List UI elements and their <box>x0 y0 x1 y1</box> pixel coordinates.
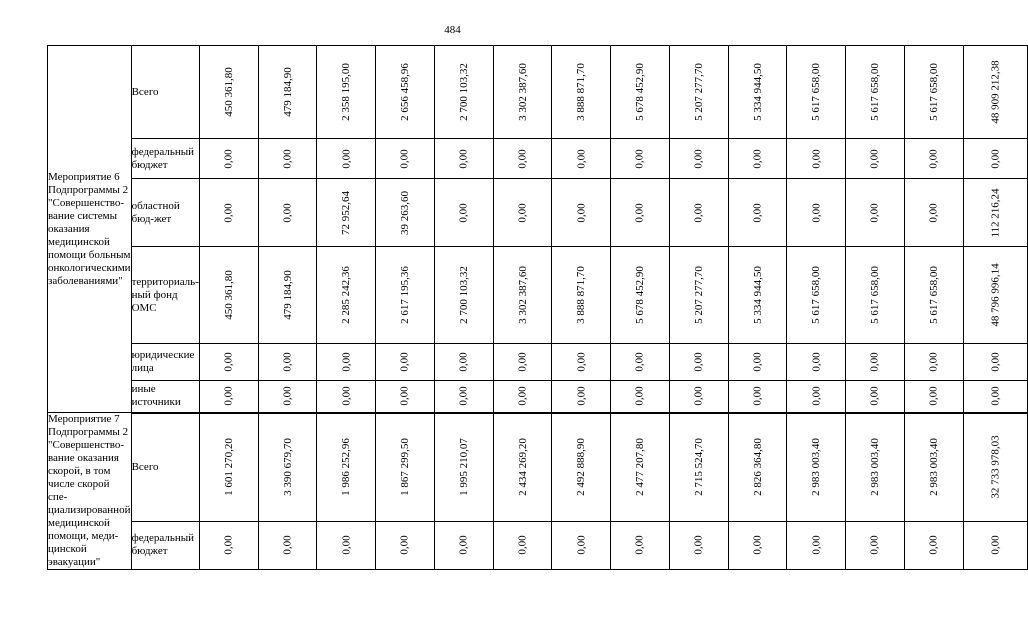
amount-value: 5 617 658,00 <box>868 266 881 324</box>
amount-cell <box>199 179 258 247</box>
amount-cell <box>611 521 670 569</box>
amount-cell <box>846 381 905 413</box>
amount-cell <box>199 247 258 344</box>
amount-value: 0,00 <box>751 352 764 372</box>
amount-cell <box>258 413 317 522</box>
amount-value: 0,00 <box>633 535 646 555</box>
amount-value: 479 184,90 <box>281 270 294 320</box>
amount-value: 0,00 <box>633 386 646 406</box>
table-row <box>48 413 1028 522</box>
funding-source: федеральный бюджет <box>131 139 199 179</box>
amount-cell <box>611 179 670 247</box>
amount-value: 0,00 <box>692 535 705 555</box>
amount-cell <box>493 247 552 344</box>
amount-value: 0,00 <box>340 386 353 406</box>
amount-cell <box>963 179 1027 247</box>
amount-cell <box>669 46 728 139</box>
amount-value: 0,00 <box>516 535 529 555</box>
amount-value: 450 361,80 <box>222 67 235 117</box>
amount-cell <box>611 139 670 179</box>
amount-cell <box>904 521 963 569</box>
amount-cell <box>611 381 670 413</box>
amount-cell <box>846 521 905 569</box>
amount-value: 0,00 <box>281 202 294 223</box>
amount-cell <box>963 413 1027 522</box>
amount-cell <box>317 381 376 413</box>
amount-value: 0,00 <box>457 148 470 169</box>
amount-cell <box>317 139 376 179</box>
amount-value: 5 207 277,70 <box>692 266 705 324</box>
amount-value: 0,00 <box>927 148 940 169</box>
amount-value: 0,00 <box>281 535 294 555</box>
amount-value: 5 334 944,50 <box>751 63 764 121</box>
funding-source: областной бюд-жет <box>131 179 199 247</box>
amount-value: 1 867 299,50 <box>398 438 411 496</box>
amount-cell <box>434 344 493 381</box>
amount-value: 0,00 <box>516 202 529 223</box>
amount-value: 2 700 103,32 <box>457 63 470 121</box>
amount-cell <box>669 344 728 381</box>
amount-cell <box>611 344 670 381</box>
amount-cell <box>728 344 787 381</box>
amount-value: 72 952,64 <box>340 190 353 235</box>
amount-value: 5 617 658,00 <box>810 266 823 324</box>
amount-value: 0,00 <box>222 352 235 372</box>
amount-cell <box>963 247 1027 344</box>
amount-cell <box>904 381 963 413</box>
measure-title: Мероприятие 6 Подпрограммы 2 "Совершенство-вание системы оказания медицинской помощи больным онкологическими заболеваниями" <box>48 46 132 413</box>
amount-cell <box>317 179 376 247</box>
amount-cell <box>434 381 493 413</box>
amount-value: 0,00 <box>692 202 705 223</box>
amount-value: 5 617 658,00 <box>810 63 823 121</box>
table-row <box>48 521 1028 569</box>
amount-value: 1 601 270,20 <box>222 438 235 496</box>
amount-cell <box>258 344 317 381</box>
amount-value: 2 983 003,40 <box>868 438 881 496</box>
amount-value: 0,00 <box>340 148 353 169</box>
amount-value: 0,00 <box>927 352 940 372</box>
amount-cell <box>669 413 728 522</box>
amount-value: 3 390 679,70 <box>281 438 294 496</box>
amount-cell <box>493 179 552 247</box>
amount-cell <box>728 521 787 569</box>
amount-value: 3 888 871,70 <box>575 63 588 121</box>
amount-value: 2 434 269,20 <box>516 438 529 496</box>
amount-value: 0,00 <box>222 148 235 169</box>
amount-value: 3 302 387,60 <box>516 63 529 121</box>
amount-cell <box>258 521 317 569</box>
amount-value: 39 263,60 <box>398 190 411 235</box>
amount-value: 1 995 210,07 <box>457 438 470 496</box>
amount-value: 0,00 <box>751 386 764 406</box>
funding-source: Всего <box>131 46 199 139</box>
funding-source: иные источники <box>131 381 199 413</box>
amount-value: 0,00 <box>222 202 235 223</box>
amount-cell <box>434 46 493 139</box>
amount-value: 0,00 <box>516 148 529 169</box>
amount-value: 0,00 <box>989 535 1002 555</box>
amount-cell <box>787 413 846 522</box>
amount-value: 0,00 <box>633 148 646 169</box>
amount-cell <box>669 247 728 344</box>
amount-cell <box>434 139 493 179</box>
amount-value: 2 492 888,90 <box>575 438 588 496</box>
amount-cell <box>258 381 317 413</box>
amount-cell <box>846 413 905 522</box>
amount-cell <box>199 413 258 522</box>
amount-cell <box>493 46 552 139</box>
amount-cell <box>434 413 493 522</box>
amount-cell <box>376 521 435 569</box>
amount-value: 0,00 <box>927 535 940 555</box>
amount-cell <box>846 139 905 179</box>
amount-value: 0,00 <box>751 148 764 169</box>
amount-value: 0,00 <box>989 386 1002 406</box>
amount-value: 0,00 <box>989 352 1002 372</box>
amount-value: 2 477 207,80 <box>633 438 646 496</box>
amount-cell <box>904 344 963 381</box>
amount-cell <box>904 179 963 247</box>
amount-cell <box>376 344 435 381</box>
amount-cell <box>493 344 552 381</box>
amount-value: 0,00 <box>575 386 588 406</box>
amount-cell <box>728 247 787 344</box>
amount-value: 0,00 <box>810 352 823 372</box>
amount-cell <box>728 381 787 413</box>
amount-value: 2 715 524,70 <box>692 438 705 496</box>
amount-cell <box>376 381 435 413</box>
amount-cell <box>552 46 611 139</box>
amount-value: 0,00 <box>868 352 881 372</box>
amount-value: 0,00 <box>810 386 823 406</box>
amount-cell <box>728 179 787 247</box>
amount-value: 48 796 996,14 <box>989 263 1002 327</box>
amount-cell <box>846 247 905 344</box>
amount-cell <box>317 247 376 344</box>
amount-cell <box>728 46 787 139</box>
amount-cell <box>963 139 1027 179</box>
amount-value: 0,00 <box>927 202 940 223</box>
table-row <box>48 139 1028 179</box>
amount-cell <box>317 413 376 522</box>
amount-cell <box>787 46 846 139</box>
amount-cell <box>963 344 1027 381</box>
amount-value: 0,00 <box>692 148 705 169</box>
table-row <box>48 46 1028 139</box>
amount-value: 0,00 <box>927 386 940 406</box>
amount-cell <box>963 381 1027 413</box>
page-number: 484 <box>444 24 461 36</box>
amount-value: 0,00 <box>633 352 646 372</box>
amount-cell <box>552 179 611 247</box>
amount-value: 0,00 <box>633 202 646 223</box>
amount-cell <box>493 413 552 522</box>
amount-value: 450 361,80 <box>222 270 235 320</box>
amount-value: 2 700 103,32 <box>457 266 470 324</box>
funding-source: территориаль-ный фонд ОМС <box>131 247 199 344</box>
amount-cell <box>552 247 611 344</box>
amount-value: 0,00 <box>340 352 353 372</box>
amount-cell <box>199 381 258 413</box>
amount-value: 0,00 <box>810 535 823 555</box>
amount-value: 0,00 <box>575 352 588 372</box>
amount-value: 0,00 <box>281 352 294 372</box>
amount-cell <box>199 139 258 179</box>
amount-cell <box>317 521 376 569</box>
amount-value: 0,00 <box>810 202 823 223</box>
amount-value: 5 207 277,70 <box>692 63 705 121</box>
amount-value: 0,00 <box>868 148 881 169</box>
amount-value: 0,00 <box>398 535 411 555</box>
amount-value: 0,00 <box>398 352 411 372</box>
amount-cell <box>611 413 670 522</box>
amount-value: 0,00 <box>398 148 411 169</box>
amount-cell <box>258 247 317 344</box>
amount-cell <box>904 139 963 179</box>
amount-value: 2 358 195,00 <box>340 63 353 121</box>
amount-value: 0,00 <box>222 386 235 406</box>
amount-cell <box>787 247 846 344</box>
amount-cell <box>787 344 846 381</box>
amount-cell <box>376 179 435 247</box>
amount-cell <box>552 139 611 179</box>
funding-source: юридические лица <box>131 344 199 381</box>
amount-value: 5 617 658,00 <box>927 63 940 121</box>
amount-cell <box>199 344 258 381</box>
amount-value: 0,00 <box>457 535 470 555</box>
amount-value: 0,00 <box>868 386 881 406</box>
amount-cell <box>787 521 846 569</box>
amount-value: 1 986 252,96 <box>340 438 353 496</box>
amount-value: 48 909 212,38 <box>989 60 1002 124</box>
amount-cell <box>493 521 552 569</box>
amount-value: 32 733 978,03 <box>989 435 1002 499</box>
amount-value: 5 678 452,90 <box>633 63 646 121</box>
amount-value: 3 302 387,60 <box>516 266 529 324</box>
budget-table <box>47 45 1028 570</box>
amount-cell <box>669 139 728 179</box>
amount-value: 2 617 195,36 <box>398 266 411 324</box>
amount-cell <box>728 139 787 179</box>
amount-cell <box>493 139 552 179</box>
amount-value: 0,00 <box>516 386 529 406</box>
table-row <box>48 247 1028 344</box>
table-row <box>48 344 1028 381</box>
amount-value: 0,00 <box>457 386 470 406</box>
amount-cell <box>611 46 670 139</box>
amount-cell <box>963 521 1027 569</box>
amount-value: 2 656 458,96 <box>398 63 411 121</box>
amount-cell <box>846 46 905 139</box>
amount-cell <box>199 521 258 569</box>
amount-value: 0,00 <box>989 148 1002 169</box>
amount-cell <box>669 179 728 247</box>
table-row <box>48 381 1028 413</box>
amount-cell <box>376 139 435 179</box>
measure-title: Мероприятие 7 Подпрограммы 2 "Совершенство-вание оказания скорой, в том числе скорой спе-циализированной медицинской помощи, меди-цинской эвакуации" <box>48 413 131 568</box>
amount-value: 5 617 658,00 <box>868 63 881 121</box>
amount-value: 2 285 242,36 <box>340 266 353 324</box>
table-row <box>48 179 1028 247</box>
funding-source: Всего <box>131 413 199 522</box>
amount-cell <box>669 521 728 569</box>
amount-cell <box>611 247 670 344</box>
amount-value: 0,00 <box>575 202 588 223</box>
amount-cell <box>434 247 493 344</box>
amount-value: 0,00 <box>575 148 588 169</box>
amount-value: 0,00 <box>692 352 705 372</box>
amount-cell <box>258 46 317 139</box>
amount-cell <box>904 247 963 344</box>
amount-cell <box>317 344 376 381</box>
amount-value: 112 216,24 <box>989 187 1002 238</box>
amount-cell <box>493 381 552 413</box>
amount-cell <box>258 179 317 247</box>
amount-cell <box>669 381 728 413</box>
amount-value: 2 983 003,40 <box>810 438 823 496</box>
amount-cell <box>787 139 846 179</box>
amount-value: 0,00 <box>751 202 764 223</box>
amount-value: 0,00 <box>457 352 470 372</box>
amount-cell <box>846 179 905 247</box>
amount-cell <box>552 413 611 522</box>
amount-cell <box>787 381 846 413</box>
amount-cell <box>787 179 846 247</box>
amount-value: 5 334 944,50 <box>751 266 764 324</box>
amount-value: 0,00 <box>281 386 294 406</box>
table-body <box>48 46 1028 570</box>
amount-value: 0,00 <box>751 535 764 555</box>
amount-cell <box>552 381 611 413</box>
funding-source: федеральный бюджет <box>131 521 199 569</box>
amount-value: 479 184,90 <box>281 67 294 117</box>
amount-cell <box>199 46 258 139</box>
amount-value: 5 617 658,00 <box>927 266 940 324</box>
amount-cell <box>846 344 905 381</box>
amount-cell <box>904 413 963 522</box>
amount-cell <box>434 179 493 247</box>
amount-cell <box>552 344 611 381</box>
amount-value: 0,00 <box>516 352 529 372</box>
amount-value: 0,00 <box>457 202 470 223</box>
amount-value: 5 678 452,90 <box>633 266 646 324</box>
amount-value: 0,00 <box>810 148 823 169</box>
amount-value: 0,00 <box>222 535 235 555</box>
amount-cell <box>376 413 435 522</box>
amount-value: 0,00 <box>868 202 881 223</box>
amount-cell <box>376 247 435 344</box>
amount-value: 0,00 <box>575 535 588 555</box>
amount-cell <box>552 521 611 569</box>
amount-cell <box>904 46 963 139</box>
amount-cell <box>434 521 493 569</box>
amount-cell <box>317 46 376 139</box>
amount-value: 0,00 <box>868 535 881 555</box>
amount-value: 0,00 <box>340 535 353 555</box>
amount-cell <box>376 46 435 139</box>
amount-cell <box>963 46 1027 139</box>
amount-value: 3 888 871,70 <box>575 266 588 324</box>
amount-value: 0,00 <box>398 386 411 406</box>
amount-value: 2 983 003,40 <box>927 438 940 496</box>
amount-value: 2 826 364,80 <box>751 438 764 496</box>
amount-value: 0,00 <box>281 148 294 169</box>
amount-cell <box>258 139 317 179</box>
amount-value: 0,00 <box>692 386 705 406</box>
amount-cell <box>728 413 787 522</box>
